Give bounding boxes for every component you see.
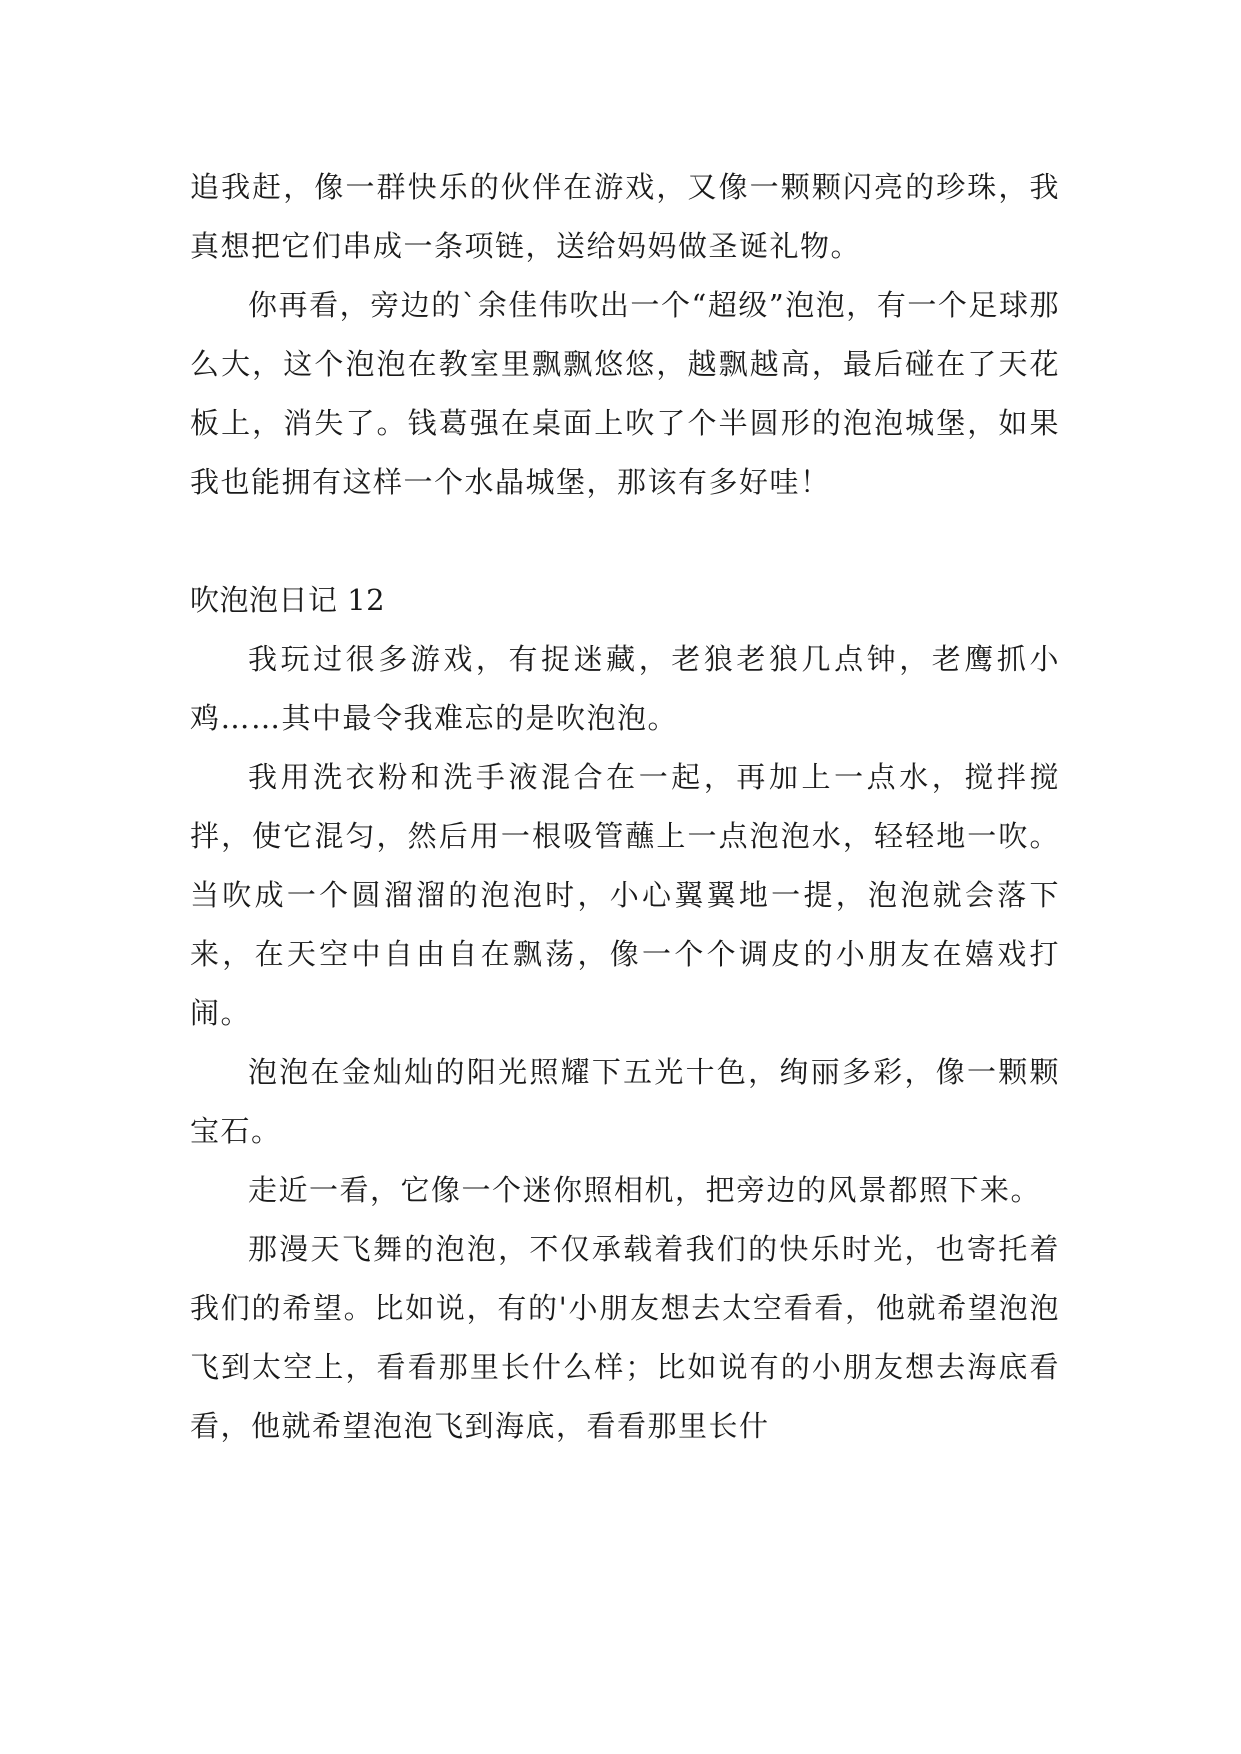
section-title: 吹泡泡日记 12 (190, 583, 386, 617)
paragraph-making-bubbles: 我用洗衣粉和洗手液混合在一起，再加上一点水，搅拌搅拌，使它混匀，然后用一根吸管蘸上一点泡泡水，轻轻地一吹。当吹成一个圆溜溜的泡泡时，小心翼翼地一提，泡泡就会落下来，在天空中自由自在飘荡，像一个个调皮的小朋友在嬉戏打闹。 (190, 760, 1060, 1030)
paragraph-games: 我玩过很多游戏，有捉迷藏，老狼老狼几点钟，老鹰抓小鸡……其中最令我难忘的是吹泡泡。 (190, 642, 1060, 735)
paragraph-sunlight: 泡泡在金灿灿的阳光照耀下五光十色，绚丽多彩，像一颗颗宝石。 (190, 1055, 1060, 1148)
paragraph-hopes: 那漫天飞舞的泡泡，不仅承载着我们的快乐时光，也寄托着我们的希望。比如说，有的'小朋友想去太空看看，他就希望泡泡飞到太空上，看看那里长什么样；比如说有的小朋友想去海底看看，他就希望泡泡飞到海底，看看那里长什 (190, 1232, 1060, 1443)
section-spacer (190, 512, 1060, 571)
paragraph-camera: 走近一看，它像一个迷你照相机，把旁边的风景都照下来。 (248, 1173, 1042, 1207)
paragraph-continued: 追我赶，像一群快乐的伙伴在游戏，又像一颗颗闪亮的珍珠，我真想把它们串成一条项链，送给妈妈做圣诞礼物。 (190, 170, 1060, 263)
document-body (190, 158, 1060, 1456)
paragraph-super-bubble: 你再看，旁边的`余佳伟吹出一个“超级”泡泡，有一个足球那么大，这个泡泡在教室里飘飘悠悠，越飘越高，最后碰在了天花板上，消失了。钱葛强在桌面上吹了个半圆形的泡泡城堡，如果我也能拥有这样一个水晶城堡，那该有多好哇！ (190, 288, 1060, 499)
